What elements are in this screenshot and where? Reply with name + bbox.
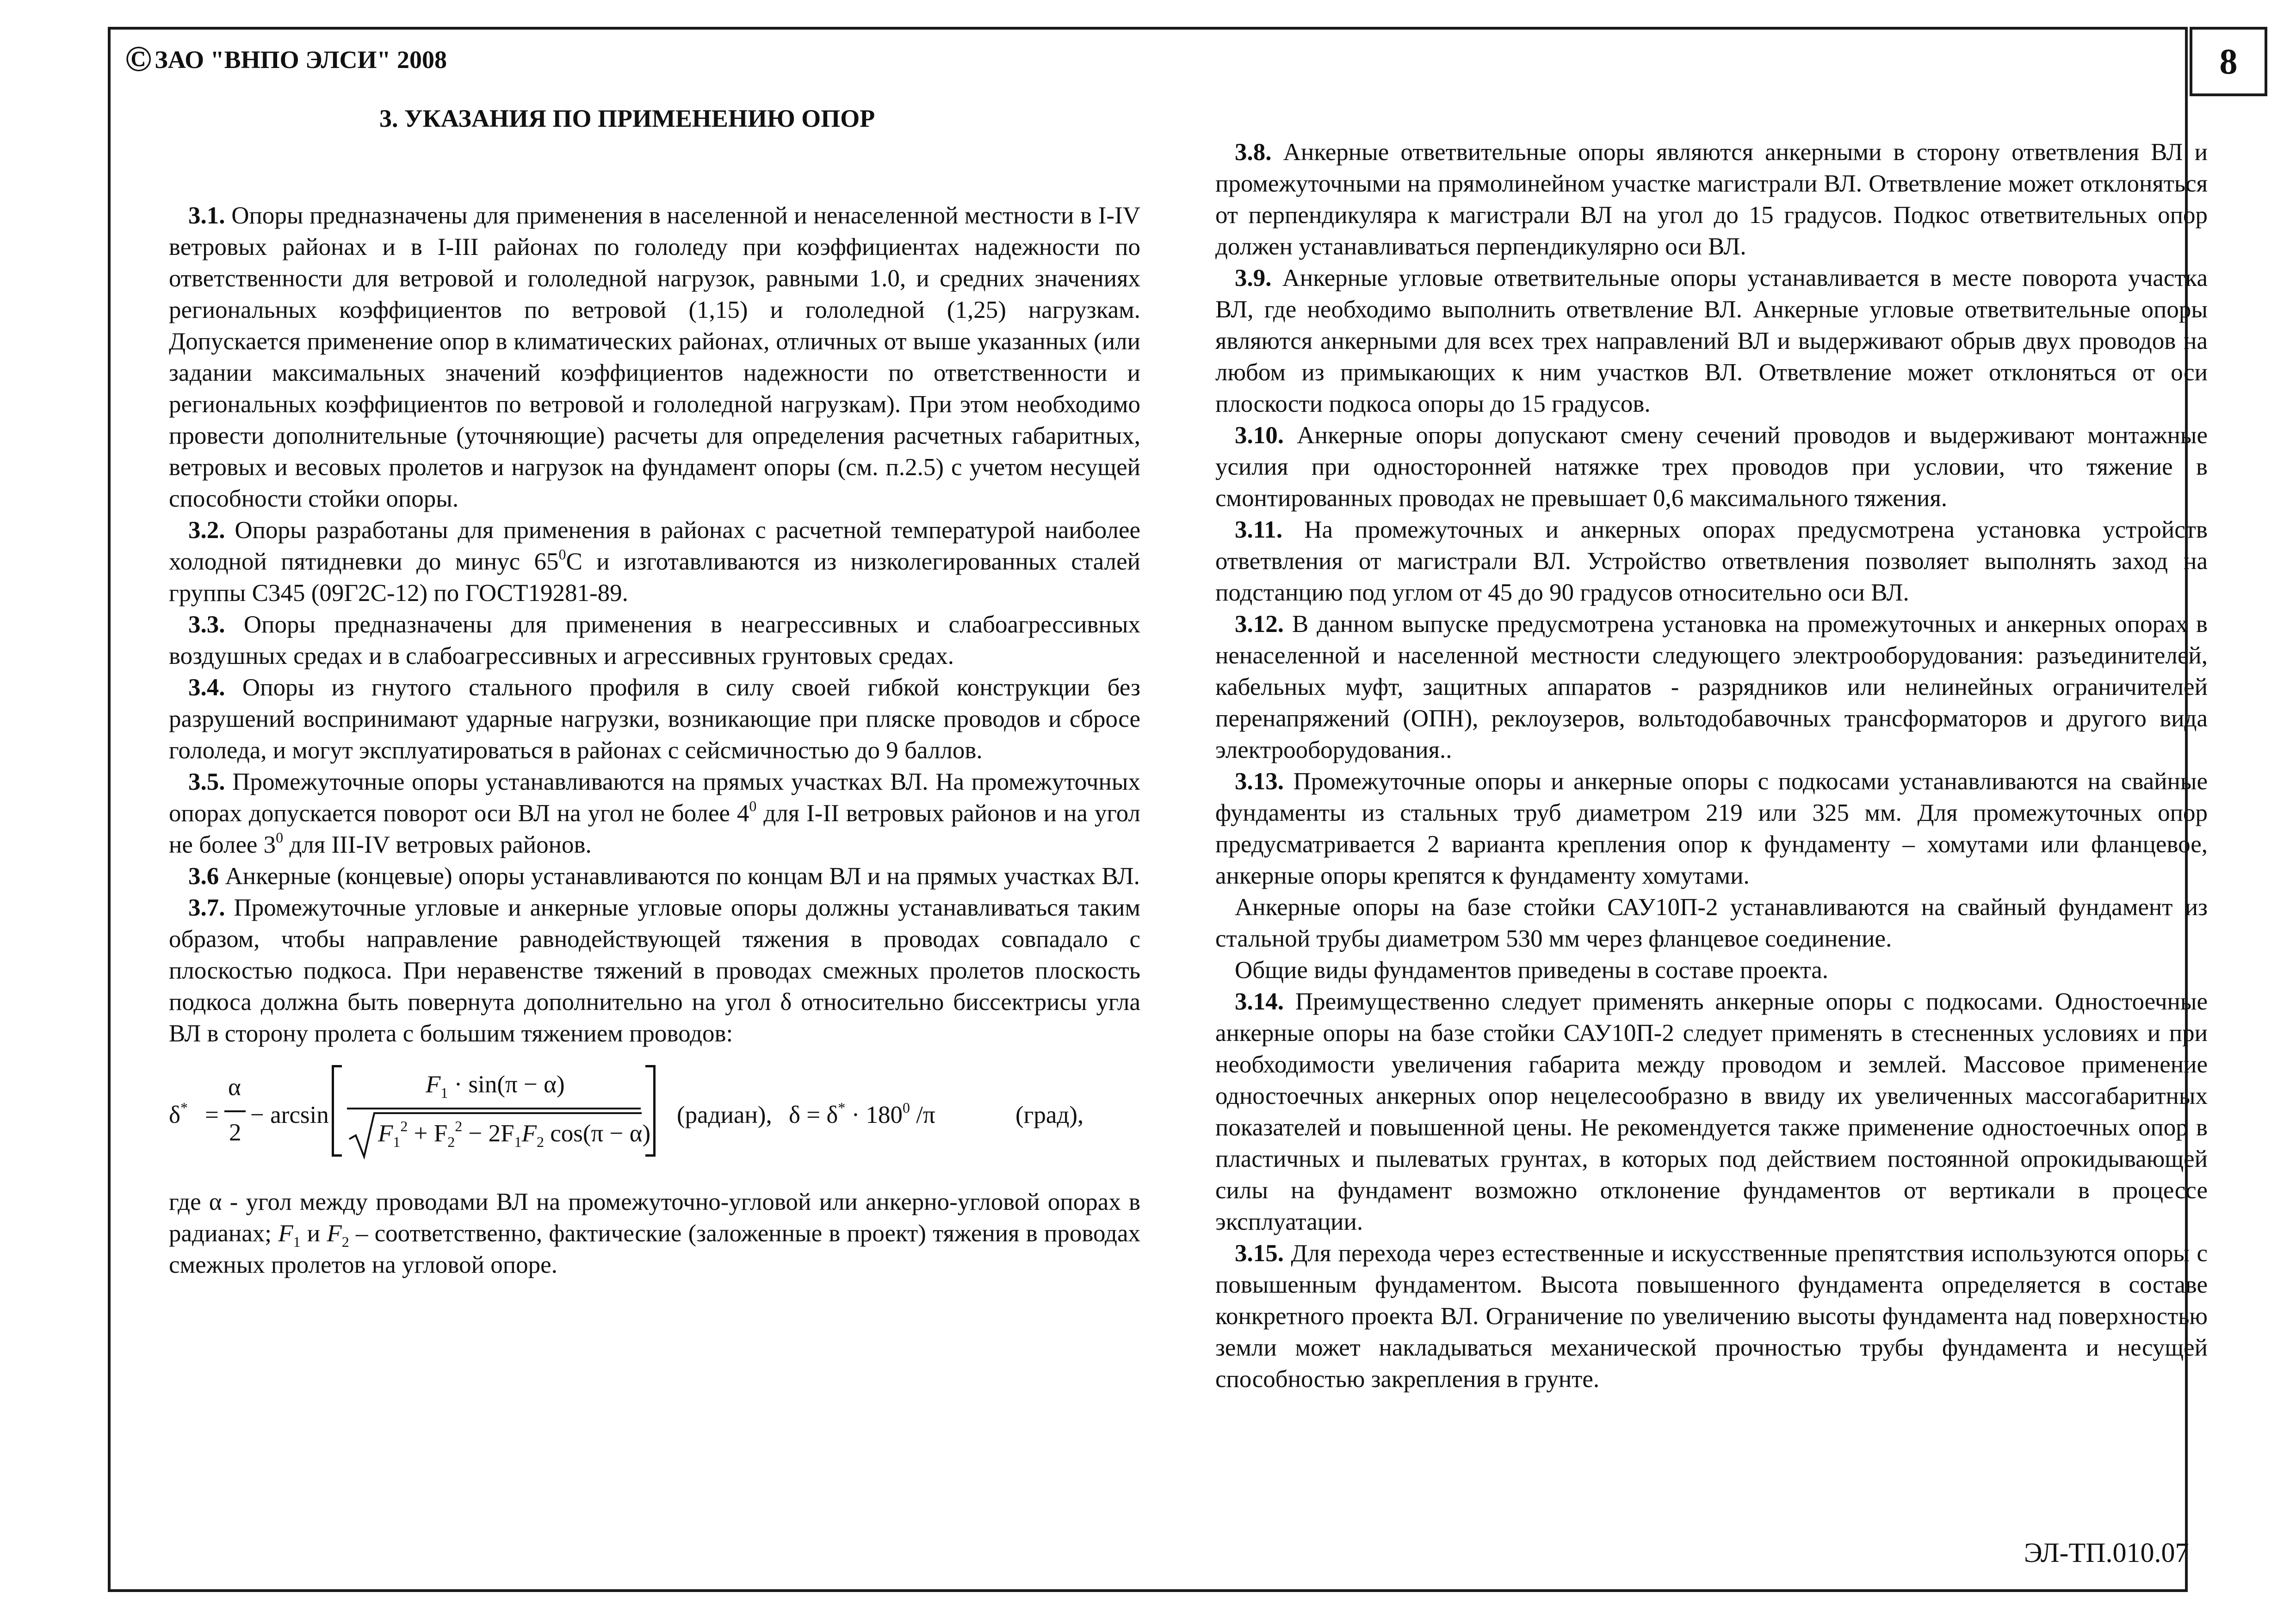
formula-text: · sin(π − α) — [448, 1071, 565, 1098]
copyright-text: ЗАО "ВНПО ЭЛСИ" 2008 — [155, 46, 447, 74]
page-number-value: 8 — [2219, 41, 2238, 81]
formula-text: · 180 — [845, 1102, 903, 1128]
subscript: 1 — [440, 1084, 448, 1101]
page-number — [2190, 27, 2267, 96]
paragraph-number: 3.11. — [1235, 516, 1283, 543]
copyright — [125, 37, 447, 81]
formula-alpha: α — [228, 1074, 241, 1101]
paragraph-3-6 — [169, 861, 1140, 892]
paragraph-number: 3.8. — [1235, 139, 1272, 166]
formula-text: cos(π − α) — [544, 1120, 651, 1147]
formula-numerator — [426, 1069, 565, 1100]
formula-symbol: F — [521, 1120, 537, 1147]
formula-symbol: F — [378, 1120, 393, 1147]
left-bracket — [332, 1065, 342, 1157]
paragraph-3-1 — [169, 200, 1140, 514]
formula-denominator — [378, 1118, 650, 1149]
formula-explanation — [169, 1186, 1140, 1281]
paragraph-text: для III-IV ветровых районов. — [283, 831, 592, 858]
paragraph-text: В данном выпуске предусмотрена установка на промежуточных и анкерных опорах в ненаселенной и населенной местности следующего электрооборудования: разъединителей, кабельных муфт, защитных аппаратов - разрядников или нелинейных ограничителей перенапряжений (ОПН), реклоузеров, вольтодобавочных трансформаторов и другого вида электрооборудования.. — [1215, 611, 2208, 763]
paragraph-3-15 — [1215, 1238, 2208, 1395]
right-bracket — [645, 1065, 656, 1157]
paragraph-number: 3.3. — [188, 611, 225, 638]
paragraph-text: Анкерные ответвительные опоры являются анкерными в сторону ответвления ВЛ и промежуточными на прямолинейном участке магистрали ВЛ. Ответвление может отклоняться от перпендикуляра к магистрали ВЛ на угол до 15 градусов. Подкос ответвительных опор должен устанавливаться перпендикулярно оси ВЛ. — [1215, 139, 2208, 260]
paragraph-text: Анкерные опоры допускают смену сечений проводов и выдерживают монтажные усилия при односторонней натяжке трех проводов при условии, что тяжение в смонтированных проводах не превышает 0,6 максимального тяжения. — [1215, 422, 2208, 512]
formula-unit: (град), — [1015, 1102, 1084, 1128]
paragraph-text: Для перехода через естественные и искусственные препятствия используются опоры с повышенным фундаментом. Высота повышенного фундамента определяется в составе конкретного проекта ВЛ. Ограничение по увеличению высоты фундамента над поверхностью земли может накладываться механической прочностью трубы фундамента и несущей способностью закрепления в грунте. — [1215, 1240, 2208, 1393]
formula-two: 2 — [229, 1119, 241, 1146]
section-title: 3. УКАЗАНИЯ ПО ПРИМЕНЕНИЮ ОПОР — [379, 105, 875, 132]
formula-lhs — [169, 1099, 188, 1131]
paragraph-3-13-c: Общие виды фундаментов приведены в составе проекта. — [1235, 957, 1829, 984]
left-column — [169, 200, 1140, 1281]
right-column — [1215, 136, 2208, 1395]
paragraph-text: Промежуточные опоры устанавливаются на прямых участках ВЛ. На промежуточных опорах допускается поворот оси ВЛ на угол не более 4 — [169, 768, 1140, 827]
paragraph-number: 3.6 — [188, 863, 219, 890]
formula-symbol: F — [278, 1220, 293, 1247]
formula-text: /π — [910, 1102, 935, 1128]
subscript: 1 — [393, 1134, 401, 1150]
superscript: * — [180, 1099, 188, 1116]
paragraph-text: и — [300, 1220, 327, 1247]
paragraph-text: Опоры предназначены для применения в неагрессивных и слабоагрессивных воздушных средах и в слабоагрессивных и агрессивных грунтовых средах. — [169, 611, 1140, 669]
paragraph-3-13-b: Анкерные опоры на базе стойки САУ10П-2 устанавливаются на свайный фундамент из стальной трубы диаметром 530 мм через фланцевое соединение. — [1215, 894, 2208, 952]
paragraph-text: С и изготавливаются из низколегированных сталей группы С345 (09Г2С-12) по ГОСТ19281-89. — [169, 548, 1140, 607]
paragraph-3-9 — [1215, 262, 2208, 420]
paragraph-text: Опоры предназначены для применения в населенной и ненаселенной местности в I-IV ветровых районах и в I-III районах по гололеду при коэффициентах надежности по ответственности для ветровой и гололедной нагрузок, равными 1.0, и средних значениях региональных коэффициентов по ветровой (1,15) и гололедной (1,25) нагрузкам. Допускается применение опор в климатических районах, отличных от выше указанных (или задании максимальных значений коэффициентов надежности по ответственности и региональных коэффициентов по ветровой и гололедной нагрузкам). При этом необходимо провести дополнительные (уточняющие) расчеты для определения расчетных габаритных, ветровых и весовых пролетов и нагрузок на фундамент опоры (см. п.2.5) с учетом несущей способности стойки опоры. — [169, 202, 1140, 512]
paragraph-text: Анкерные (концевые) опоры устанавливаются по концам ВЛ и на прямых участках ВЛ. — [219, 863, 1140, 890]
paragraph-3-13 — [1215, 766, 2208, 892]
formula — [169, 1062, 1140, 1164]
paragraph-3-14 — [1215, 986, 2208, 1238]
paragraph-number: 3.4. — [188, 674, 225, 701]
paragraph-number: 3.1. — [188, 202, 225, 229]
paragraph-text: Промежуточные опоры и анкерные опоры с подкосами устанавливаются на свайные фундаменты из стальных труб диаметром 219 или 325 мм. Для промежуточных опор предусматривается 2 варианта крепления опор к фундаменту – хомутами или фланцевое, анкерные опоры крепятся к фундаменту хомутами. — [1215, 768, 2208, 889]
paragraph-number: 3.7. — [188, 894, 225, 921]
paragraph-3-11 — [1215, 514, 2208, 608]
superscript: 0 — [558, 546, 566, 563]
paragraph-3-7 — [169, 892, 1140, 1049]
paragraph-number: 3.2. — [188, 517, 225, 544]
formula-text: δ = δ — [789, 1102, 838, 1128]
superscript: 0 — [749, 798, 757, 814]
paragraph-number: 3.5. — [188, 768, 225, 795]
paragraph-3-4 — [169, 672, 1140, 766]
paragraph-3-12 — [1215, 608, 2208, 766]
paragraph-text: Преимущественно следует применять анкерные опоры с подкосами. Одностоечные анкерные опоры на базе стойки САУ10П-2 следует применять в стесненных условиях и при необходимости увеличения габарита между проводом и землей. Массовое применение одностоечных анкерных опор нецелесообразно в ввиду их увеличенных массогабаритных показателей и повышенной цены. Не рекомендуется также применение одностоечных опор в пластичных и пылеватых грунтах, в которых под действием постоянной опрокидывающей силы на фундамент возможно отклонение фундаментов от вертикали в процессе эксплуатации. — [1215, 988, 2208, 1235]
paragraph-text: Опоры разработаны для применения в районах с расчетной температурой наиболее холодной пятидневки до минус 65 — [169, 517, 1140, 575]
fraction-line — [347, 1108, 641, 1109]
subscript: 1 — [514, 1134, 522, 1150]
paragraph-3-8 — [1215, 136, 2208, 262]
formula-arcsin: − arcsin — [250, 1102, 329, 1128]
superscript: 0 — [903, 1099, 910, 1116]
paragraph-text: На промежуточных и анкерных опорах предусмотрена установка устройств ответвления от магистрали ВЛ. Устройство ответвления позволяет выполнять заход на подстанцию под углом от 45 до 90 градусов относительно оси ВЛ. — [1215, 516, 2208, 606]
subscript: 1 — [293, 1233, 301, 1250]
formula-unit: (радиан), — [677, 1102, 772, 1128]
formula-symbol: F — [426, 1071, 441, 1098]
paragraph-3-5 — [169, 766, 1140, 861]
paragraph-3-2 — [169, 514, 1140, 609]
paragraph-number: 3.15. — [1235, 1240, 1284, 1267]
superscript: 0 — [276, 829, 284, 846]
superscript: * — [838, 1099, 846, 1116]
copyright-icon: © — [125, 38, 152, 79]
paragraph-text: – соответственно, фактические (заложенные в проект) тяжения в проводах смежных пролетов на угловой опоре. — [169, 1220, 1140, 1278]
formula-symbol: F — [327, 1220, 342, 1247]
superscript: 2 — [400, 1118, 408, 1134]
formula-symbol: δ — [169, 1102, 180, 1128]
paragraph-number: 3.13. — [1235, 768, 1284, 795]
formula-text: − 2F — [462, 1120, 514, 1147]
formula-text: + F — [408, 1120, 448, 1147]
paragraph-text: где α - угол между проводами ВЛ на промежуточно-угловой или анкерно-угловой опорах в радианах; — [169, 1189, 1140, 1247]
paragraph-text: Опоры из гнутого стального профиля в силу своей гибкой конструкции без разрушений воспринимают ударные нагрузки, возникающие при пляске проводов и сбросе гололеда, и могут эксплуатироваться в районах с сейсмичностью до 9 баллов. — [169, 674, 1140, 764]
fraction-line — [224, 1110, 246, 1112]
formula-conversion — [789, 1099, 935, 1131]
paragraph-text: для I-II ветровых районов и на угол не более 3 — [169, 800, 1140, 858]
document-number: ЭЛ-ТП.010.07 — [2024, 1537, 2189, 1568]
paragraph-3-3 — [169, 609, 1140, 672]
paragraph-3-10 — [1215, 420, 2208, 514]
paragraph-number: 3.14. — [1235, 988, 1284, 1015]
subscript: 2 — [447, 1134, 455, 1150]
paragraph-number: 3.10. — [1235, 422, 1284, 449]
subscript: 2 — [341, 1233, 349, 1250]
formula-equals: = — [205, 1102, 219, 1128]
superscript: 2 — [455, 1118, 463, 1134]
subscript: 2 — [537, 1134, 544, 1150]
paragraph-text: Промежуточные угловые и анкерные угловые опоры должны устанавливаться таким образом, чтобы направление равнодействующей тяжения в проводах совпадало с плоскостью подкоса. При неравенстве тяжений в проводах смежных пролетов плоскость подкоса должна быть повернута дополнительно на угол δ относительно биссектрисы угла ВЛ в сторону пролета с большим тяжением проводов: — [169, 894, 1140, 1047]
paragraph-number: 3.9. — [1235, 265, 1272, 291]
paragraph-number: 3.12. — [1235, 611, 1284, 638]
paragraph-text: Анкерные угловые ответвительные опоры устанавливается в месте поворота участка ВЛ, где необходимо выполнить ответвление ВЛ. Анкерные угловые ответвительные опоры являются анкерными для всех трех направлений ВЛ и выдерживают обрыв двух проводов на любом из примыкающих к ним участков ВЛ. Ответвление может отклоняться от оси плоскости подкоса опоры до 15 градусов. — [1215, 265, 2208, 417]
